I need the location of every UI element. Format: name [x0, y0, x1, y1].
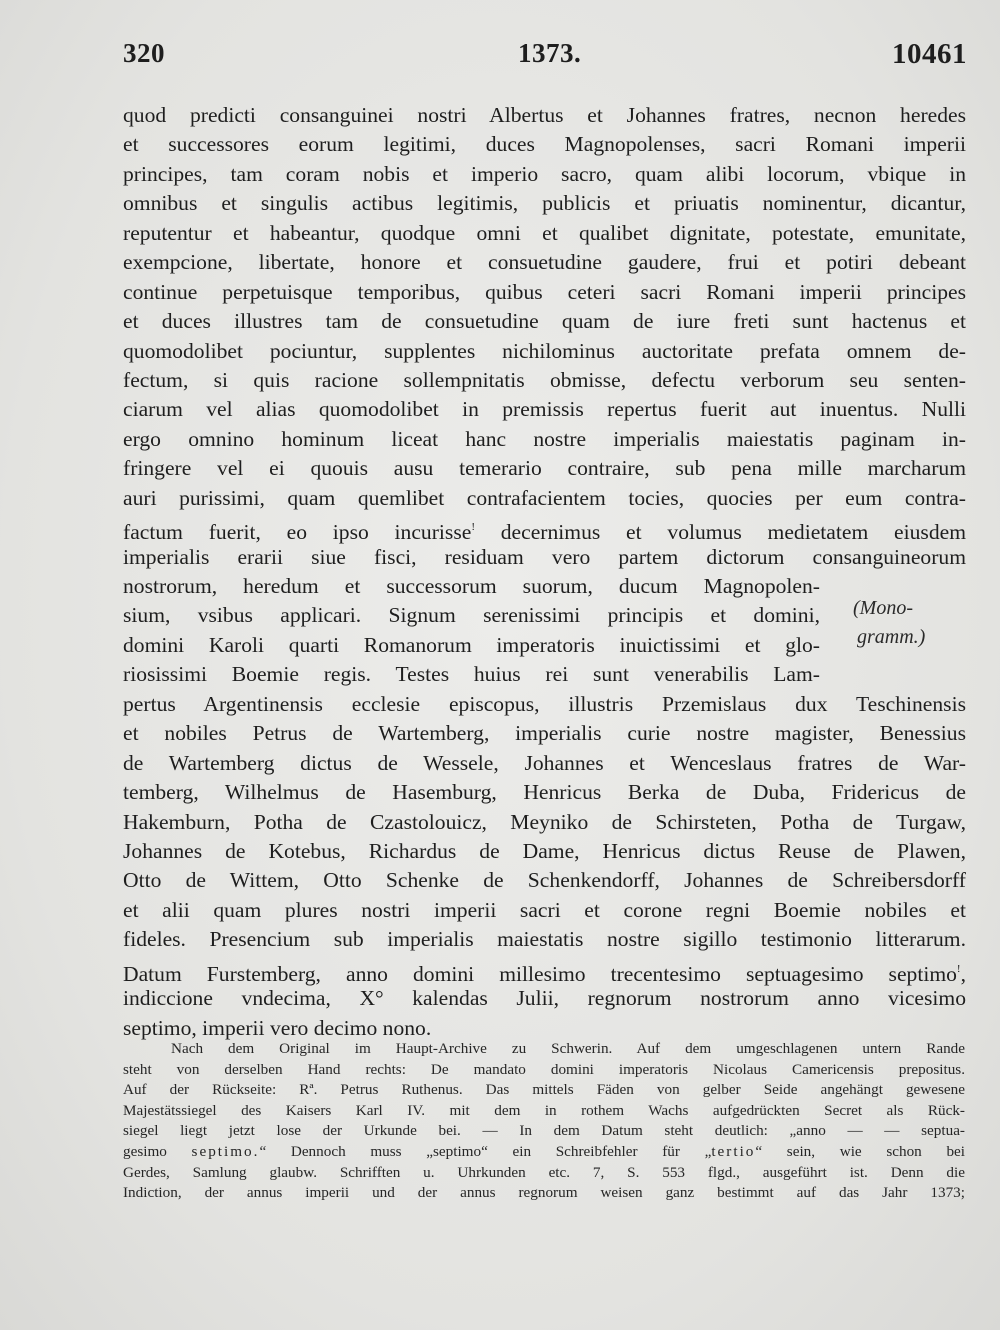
text-line: Hakemburn, Potha de Czastolouicz, Meyniko de Schirsteten, Potha de Turgaw,: [123, 809, 966, 834]
text-line: indiccione vndecima, X° kalendas Julii, regnorum nostrorum anno vicesimo: [123, 986, 966, 1011]
note-line: [123, 1142, 965, 1163]
note-line: Gerdes, Samlung glaubw. Schrifften u. Uhrkunden etc. 7, S. 553 flgd., ausgeführt ist. Denn die: [123, 1163, 965, 1181]
main-text: [123, 101, 966, 1043]
text-line: continue perpetuisque temporibus, quibus ceteri sacri Romani imperii principes: [123, 279, 966, 304]
text-line: domini Karoli quarti Romanorum imperatoris inuictissimi et glo-: [123, 632, 820, 657]
text-line: imperialis erarii siue fisci, residuam vero partem dictorum consanguineorum: [123, 544, 966, 569]
text-line: exempcione, libertate, honore et consuetudine gaudere, frui et potiri debeant: [123, 250, 966, 275]
text-line: ciarum vel alias quomodolibet in premissis repertus fuerit aut inuentus. Nulli: [123, 397, 966, 422]
text-line: pertus Argentinensis ecclesie episcopus, illustris Przemislaus dux Teschinensis: [123, 691, 966, 716]
text-line: fectum, si quis racione sollempnitatis obmisse, defectu verborum seu senten-: [123, 367, 966, 392]
text-segment: factum fuerit, eo ipso incurisse: [123, 520, 472, 545]
note-segment: gesimo: [123, 1142, 167, 1160]
text-line: de Wartemberg dictus de Wessele, Johannes et Wenceslaus fratres de War-: [123, 750, 966, 775]
note-line: Indiction, der annus imperii und der annus regnorum weisen ganz bestimmt auf das Jahr 1373;: [123, 1184, 965, 1202]
text-line: et alii quam plures nostri imperii sacri et corone regni Boemie nobiles et: [123, 897, 966, 922]
monogram-note: [853, 594, 925, 652]
note-line: steht von derselben Hand rechts: De mandato domini imperatoris Nicolaus Camericensis prepositus.: [123, 1060, 965, 1078]
text-line: sium, vsibus applicari. Signum serenissimi principis et domini,: [123, 603, 820, 628]
text-line: septimo, imperii vero decimo nono.: [123, 1015, 432, 1040]
text-segment: ,: [960, 961, 966, 986]
editorial-notes: [123, 1039, 965, 1204]
footnote-mark: !: [956, 962, 961, 975]
note-line: Nach dem Original im Haupt-Archive zu Schwerin. Auf dem umgeschlagenen untern Rande: [171, 1040, 965, 1057]
monogram-label-1: (Mono-: [853, 597, 913, 619]
text-segment: Datum Furstemberg, anno domini millesimo trecentesimo septuagesimo septimo: [123, 961, 957, 986]
text-line: et duces illustres tam de consuetudine quam de iure freti sunt hactenus et: [123, 309, 966, 334]
text-line: Otto de Wittem, Otto Schenke de Schenkendorff, Johannes de Schreibersdorff: [123, 868, 966, 893]
note-line: Majestätssiegel des Kaisers Karl IV. mit dem in rothem Wachs aufgedrückten Secret als Rück-: [123, 1101, 965, 1119]
text-line: auri purissimi, quam quemlibet contrafacientem tocies, quocies per eum contra-: [123, 485, 966, 510]
running-header: [123, 38, 967, 74]
text-segment: decernimus et volumus medietatem eiusdem: [500, 520, 966, 545]
text-line: principes, tam coram nobis et imperio sacro, quam alibi locorum, vbique in: [123, 161, 966, 186]
document-number: 10461: [892, 38, 967, 70]
text-line-with-footnote: [123, 513, 966, 545]
note-line: siegel liegt jetzt lose der Urkunde bei. — In dem Datum steht deutlich: „anno — — septua-: [123, 1122, 965, 1140]
footnote-mark: !: [471, 521, 475, 534]
note-segment: “ sein, wie schon bei: [755, 1142, 965, 1160]
page-number: 320: [123, 38, 165, 68]
note-segment: “ Dennoch muss „septimo“ ein Schreibfehler für „: [259, 1142, 712, 1160]
text-line-with-footnote: [123, 955, 966, 984]
text-line: omnibus et singulis actibus legitimis, publicis et priuatis nominentur, dicantur,: [123, 191, 966, 216]
note-spaced-word: tertio: [711, 1142, 756, 1160]
note-line: Auf der Rückseite: Rª. Petrus Ruthenus. Das mittels Fäden von gelber Seide angehängt gewesene: [123, 1081, 965, 1099]
text-line: reputentur et habeantur, quodque omni et qualibet dignitate, potestate, emunitate,: [123, 220, 966, 245]
text-line: riosissimi Boemie regis. Testes huius rei sunt venerabilis Lam-: [123, 662, 820, 687]
text-line: quod predicti consanguinei nostri Albertus et Johannes fratres, necnon heredes: [123, 103, 966, 127]
text-line: ergo omnino hominum liceat hanc nostre imperialis maiestatis paginam in-: [123, 426, 966, 451]
monogram-label-2: gramm.): [857, 626, 926, 648]
note-spaced-word: septimo.: [191, 1142, 260, 1160]
text-line: fideles. Presencium sub imperialis maiestatis nostre sigillo testimonio litterarum.: [123, 927, 966, 952]
text-line: quomodolibet pociuntur, supplentes nichilominus auctoritate prefata omnem de-: [123, 338, 966, 363]
text-line: Johannes de Kotebus, Richardus de Dame, Henricus dictus Reuse de Plawen,: [123, 838, 966, 863]
text-line: temberg, Wilhelmus de Hasemburg, Henricus Berka de Duba, Fridericus de: [123, 780, 966, 805]
text-line: nostrorum, heredum et successorum suorum, ducum Magnopolen-: [123, 574, 820, 598]
header-year: 1373.: [518, 38, 582, 68]
text-line: et nobiles Petrus de Wartemberg, imperialis curie nostre magister, Benessius: [123, 721, 966, 746]
text-line: fringere vel ei quouis ausu temerario contraire, sub pena mille marcharum: [123, 456, 966, 481]
text-line: et successores eorum legitimi, duces Magnopolenses, sacri Romani imperii: [123, 132, 966, 157]
